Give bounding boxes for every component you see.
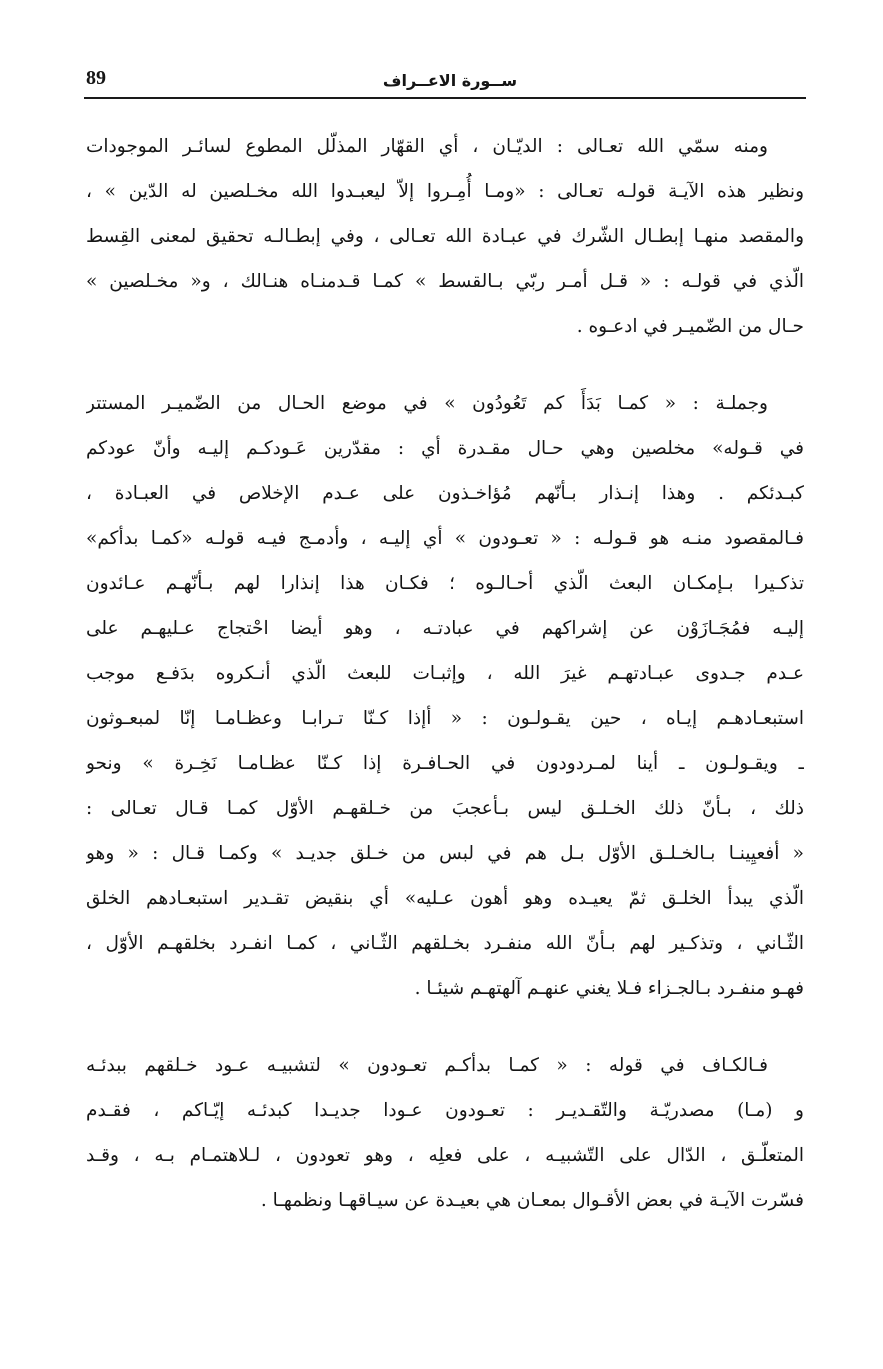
header-rule (84, 97, 806, 99)
text-line: الّذي يبدأ الخلـق ثمّ يعيـده وهو أهون عـليه» أي بنقيض تقـدير استبعـادهم الخلق (86, 888, 804, 909)
paragraph-2 (86, 381, 804, 1011)
text-line: الّذي في قولـه : « قـل أمـر ربّي بـالقسط » كمـا قـدمنـاه هنـالك ، و« مخـلصين » (86, 271, 804, 292)
text-line: « أفعيِينـا بـالخـلـق الأوّل بـل هم في لبس من خـلق جديـد » وكمـا قـال : « وهو (86, 843, 804, 864)
text-line: ذلك ، بـأنّ ذلك الخـلـق ليس بـأعجبَ من خـلقهـم الأوّل كمـا قـال تعـالى : (86, 798, 804, 819)
paragraph-1 (86, 124, 804, 349)
text-line: فهـو منفـرد بـالجـزاء فـلا يغني عنهـم آلهتهـم شيئـا . (414, 978, 804, 999)
text-line: الثّـاني ، وتذكـير لهم بـأنّ الله منفـرد بخـلقهم الثّـاني ، كمـا انفـرد بخلقهـم الأوّل ، (86, 933, 804, 954)
text-line: ـ ويقـولـون ـ أينا لمـردودون في الحـافـرة إذا كـنّا عظـامـا نَخِـرة » ونحو (86, 753, 804, 774)
text-line: تذكـيرا بـإمكـان البعث الّذي أحـالـوه ؛ فكـان هذا إنذارا لهم بـأنّهـم عـائدون (86, 573, 804, 594)
running-head: ســورة الاعــراف (382, 71, 518, 90)
text-line: ومنه سمّي الله تعـالى : الديّـان ، أي القهّار المذلّل المطوع لسائـر الموجودات (86, 136, 768, 157)
text-line: إليـه فمُجَـازَوْن عن إشراكهم في عبادتـه ، وهو أيضا احْتجاج عـليهـم على (86, 618, 804, 639)
text-line: والمقصد منهـا إبطـال الشّرك في عبـادة الله تعـالى ، وفي إبطـالـه تحقيق لمعنى القِسط (86, 226, 804, 247)
text-line: ونظير هذه الآيـة قولـه تعـالى : «ومـا أُمِـروا إلاّ ليعبـدوا الله مخـلصين له الدّين » ، (86, 181, 804, 202)
text-line: فسّرت الآيـة في بعض الأقـوال بمعـان هي بعيـدة عن سيـاقهـا ونظمهـا . (260, 1190, 804, 1211)
text-line: استبعـادهـم إيـاه ، حين يقـولـون : « أإذا كـنّا تـرابـا وعظـامـا إنّا لمبعـوثون (86, 708, 804, 729)
paragraph-3 (86, 1043, 804, 1223)
text-line: في قـوله» مخلصين وهي حـال مقـدرة أي : مقدّرين عَـودكـم إليـه وأنّ عودكم (86, 438, 804, 459)
text-line: عـدم جـدوى عبـادتهـم غيرَ الله ، وإثبـات للبعث الّذي أنـكروه بدَفـع موجب (86, 663, 804, 684)
text-line: فـالمقصود منـه هو قـولـه : « تعـودون » أي إليـه ، وأدمـج فيـه قولـه «كمـا بدأكم» (86, 528, 804, 549)
page-number: 89 (86, 67, 106, 89)
text-line: وجملـة : « كمـا بَدَأَ كم تَعُودُون » في موضع الحـال من الضّميـر المستتر (86, 393, 768, 414)
text-line: و (مـا) مصدريّـة والتّقـديـر : تعـودون عـودا جديـدا كبدئـه إيّـاكم ، فقـدم (86, 1100, 804, 1121)
text-line: فـالكـاف في قوله : « كمـا بدأكـم تعـودون » لتشبيـه عـود خـلقهم ببدئـه (86, 1055, 768, 1076)
text-line: حـال من الضّميـر في ادعـوه . (576, 316, 804, 337)
text-line: المتعلّـق ، الدّال على التّشبيـه ، على فعلِه ، وهو تعودون ، لـلاهتمـام بـه ، وقـد (86, 1145, 804, 1166)
text-line: كبـدئكم . وهذا إنـذار بـأنّهم مُؤاخـذون على عـدم الإخلاص في العبـادة ، (86, 483, 804, 504)
body-text (86, 124, 804, 1255)
